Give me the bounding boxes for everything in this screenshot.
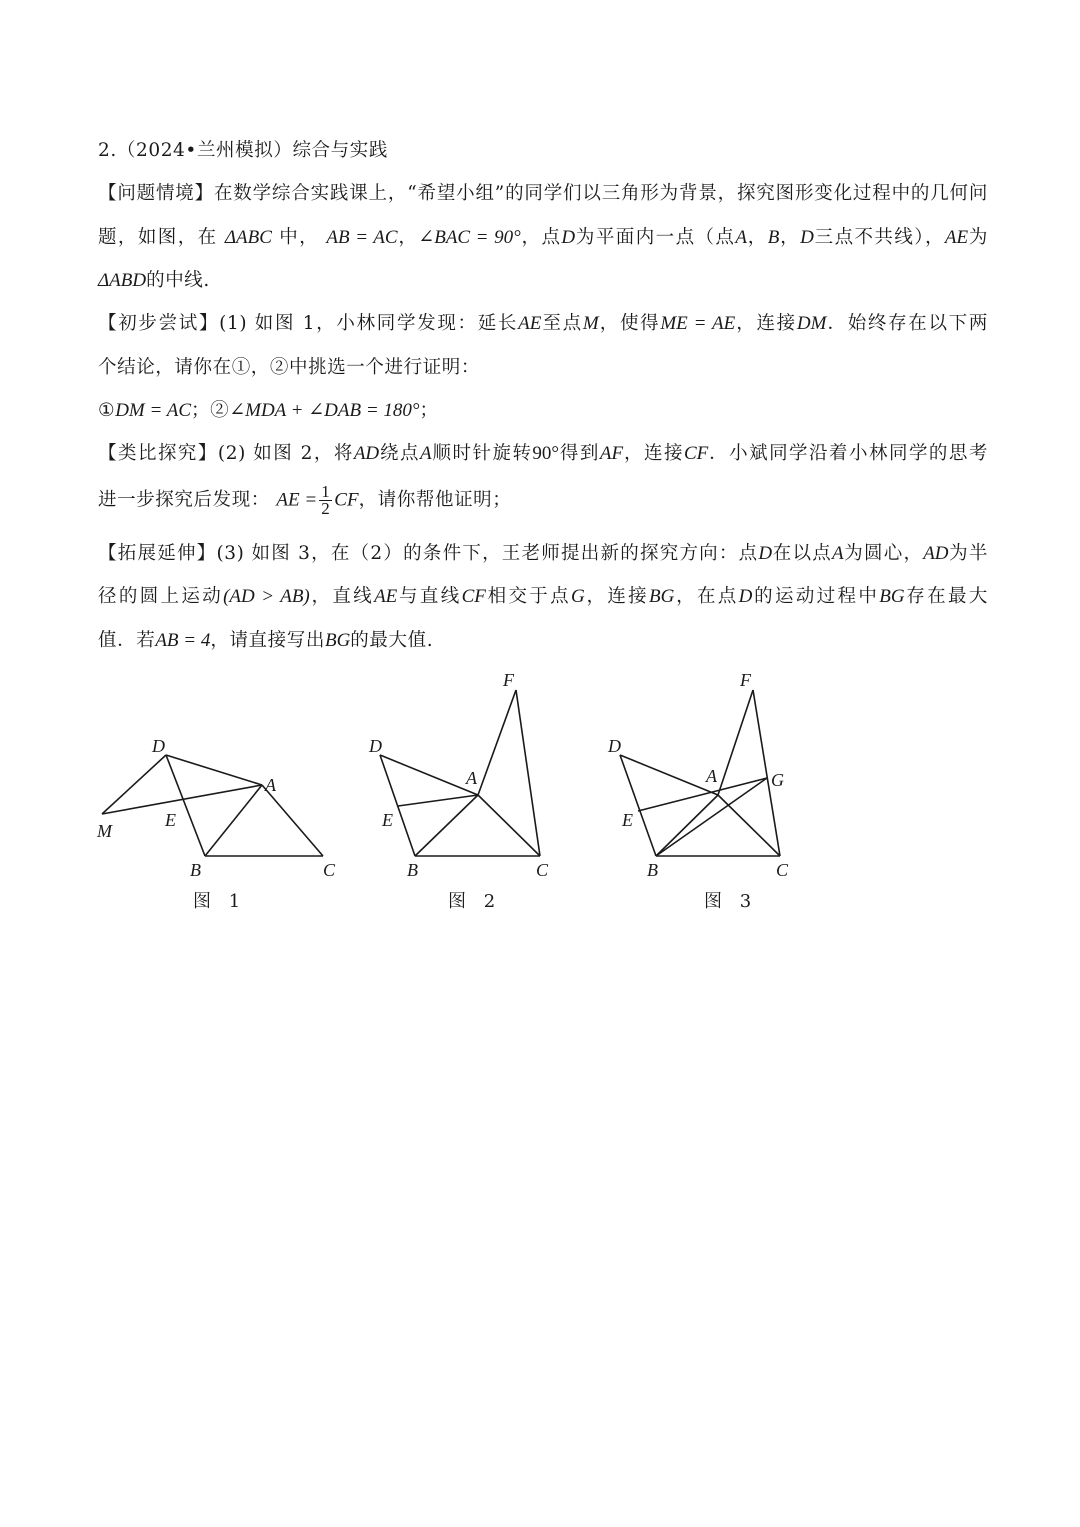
math: CF: [334, 489, 359, 511]
text-run: ；: [419, 400, 439, 421]
text-run: ，直线: [309, 586, 375, 607]
text-run: ，点: [520, 227, 562, 248]
text-run: ，使得: [598, 313, 661, 334]
text-run: 题，如图，在: [98, 227, 218, 248]
math: AB = AC: [326, 227, 398, 248]
segment-af: [478, 690, 516, 795]
math: D: [758, 543, 773, 564]
section-problem-context-line-1: [98, 180, 988, 208]
figure-caption: 图 3: [704, 891, 758, 912]
segment-db: [380, 755, 415, 856]
math: AE: [944, 227, 969, 248]
text-run: 为平面内一点（点: [575, 227, 736, 248]
text-run: 为: [968, 227, 989, 248]
figure-1: [90, 660, 360, 920]
label-c: C: [536, 860, 549, 880]
text-run: 值．若: [98, 630, 156, 651]
text-run: 为圆心，: [843, 543, 924, 564]
math: ∠MDA + ∠DAB = 180°: [229, 400, 420, 421]
section-tag: 【类比探究】: [98, 443, 218, 464]
section-tag: 【初步尝试】: [98, 313, 220, 334]
label-b: B: [190, 860, 201, 880]
label-e: E: [382, 810, 393, 830]
segment-ac: [262, 785, 323, 856]
label-d: D: [152, 736, 165, 756]
fraction-numerator: 1: [321, 482, 331, 501]
figure-3: [590, 660, 820, 920]
math: AE =: [276, 489, 318, 511]
math: ΔABD: [98, 270, 147, 291]
math: AE: [374, 586, 398, 607]
segment-ma: [102, 785, 262, 814]
label-a: A: [706, 766, 717, 786]
label-e: E: [165, 810, 176, 830]
text-run: 三点不共线），: [813, 227, 945, 248]
text-run: (1) 如图 1，小林同学发现：延长: [219, 313, 519, 334]
label-f: F: [740, 670, 751, 690]
math: D: [738, 586, 753, 607]
section-extension-line-1: [98, 540, 988, 568]
section-problem-context-line-3: [98, 267, 988, 295]
label-e: E: [622, 810, 633, 830]
figure-caption: 图 2: [448, 891, 502, 912]
figure-2: [360, 660, 590, 920]
text-run: ，连接: [735, 313, 797, 334]
label-f: F: [503, 670, 514, 690]
segment-ab: [415, 795, 478, 856]
text-run: 径的圆上运动: [98, 586, 224, 607]
text-run: ；②: [191, 400, 230, 421]
fraction: [319, 484, 332, 517]
segment-ac: [718, 795, 780, 856]
section-initial-attempt-line-1: [98, 310, 988, 338]
segment-eg: [638, 778, 767, 811]
math: A: [420, 443, 432, 464]
text-run: 顺时针旋转: [431, 443, 533, 464]
text-run: ，: [397, 227, 419, 248]
label-a: A: [265, 775, 276, 795]
math: CF: [461, 586, 486, 607]
text-run: 的最大值.: [350, 630, 434, 651]
text-run: 的中线.: [146, 270, 210, 291]
text-run: 的运动过程中: [752, 586, 880, 607]
math: DM = AC: [115, 400, 191, 421]
problem-header: [98, 137, 988, 165]
section-analogy-line-2: [98, 484, 988, 517]
math: AD: [353, 443, 380, 464]
label-d: D: [608, 736, 621, 756]
math: ME = AE: [660, 313, 736, 334]
math: BG: [879, 586, 905, 607]
section-initial-attempt-line-2: [98, 354, 988, 382]
text-run: ，请你帮他证明；: [358, 489, 512, 511]
label-d: D: [369, 736, 382, 756]
label-b: B: [647, 860, 658, 880]
math: A: [832, 543, 844, 564]
math: D: [561, 227, 576, 248]
math: B: [767, 227, 780, 248]
text-run: ，连接: [584, 586, 650, 607]
segment-dm: [102, 755, 166, 814]
math: M: [582, 313, 599, 334]
text-run: ，连接: [623, 443, 684, 464]
math: D: [800, 227, 814, 248]
text-run: 至点: [541, 313, 583, 334]
math: 90°: [532, 443, 560, 464]
text-run: 个结论，请你在①，②中挑选一个进行证明：: [98, 357, 481, 378]
text-run: 在以点: [772, 543, 832, 564]
math: AB = 4: [155, 630, 211, 651]
text-run: 与直线: [397, 586, 462, 607]
segment-af: [718, 690, 753, 795]
math: G: [571, 586, 585, 607]
math: AF: [599, 443, 624, 464]
section-initial-attempt-conclusions: [98, 397, 988, 425]
segment-df: [380, 755, 478, 795]
text-run: 为半: [948, 543, 989, 564]
math: BG: [324, 630, 351, 651]
text-run: 在数学综合实践课上，“希望小组”的同学们以三角形为背景，探究图形变化过程中的几何问: [213, 183, 988, 204]
text-run: ，: [746, 227, 768, 248]
text-run: ①: [98, 400, 116, 421]
text-run: 中，: [279, 227, 320, 248]
math: DM: [796, 313, 827, 334]
text-run: ，请直接写出: [210, 630, 325, 651]
segment-db: [620, 755, 656, 856]
text-run: (3) 如图 3，在（2）的条件下，王老师提出新的探究方向：点: [216, 543, 759, 564]
math: AD: [923, 543, 949, 564]
section-extension-line-2: [98, 583, 988, 611]
section-tag: 【问题情境】: [98, 183, 214, 204]
math: ∠BAC = 90°: [418, 227, 521, 248]
segment-db: [166, 755, 205, 856]
math: AE: [518, 313, 542, 334]
fraction-denominator: 2: [321, 499, 331, 518]
segment-ac: [478, 795, 540, 856]
label-a: A: [466, 768, 477, 788]
text-run: ．始终存在以下两: [826, 313, 988, 334]
text-run: 相交于点: [485, 586, 571, 607]
section-extension-line-3: [98, 627, 988, 655]
text-run: 得到: [559, 443, 600, 464]
text-run: 存在最大: [904, 586, 988, 607]
section-problem-context-line-2: [98, 224, 988, 252]
section-analogy-line-1: [98, 440, 988, 468]
label-m: M: [97, 821, 112, 841]
math: BG: [649, 586, 675, 607]
text-run: 进一步探究后发现：: [98, 489, 270, 511]
label-c: C: [323, 860, 336, 880]
text-run: ，: [779, 227, 801, 248]
math: (AD > AB): [223, 586, 310, 607]
text-run: 绕点: [379, 443, 421, 464]
math: ΔABC: [224, 227, 272, 248]
label-b: B: [407, 860, 418, 880]
section-tag: 【拓展延伸】: [98, 543, 217, 564]
text-run: (2) 如图 2，将: [217, 443, 354, 464]
segment-ab: [205, 785, 262, 856]
text-run: ，在点: [674, 586, 739, 607]
figure-caption: 图 1: [193, 891, 247, 912]
segment-bg: [656, 778, 767, 856]
math: A: [735, 227, 747, 248]
math: CF: [683, 443, 709, 464]
label-c: C: [776, 860, 789, 880]
segment-da: [620, 755, 718, 795]
label-g: G: [771, 770, 784, 790]
segment-ae-ext: [398, 795, 478, 806]
header-text: 2.（2024•兰州模拟）综合与实践: [98, 140, 388, 161]
text-run: ．小斌同学沿着小林同学的思考: [708, 443, 988, 464]
segment-cf: [516, 690, 540, 856]
segment-da: [166, 755, 262, 785]
